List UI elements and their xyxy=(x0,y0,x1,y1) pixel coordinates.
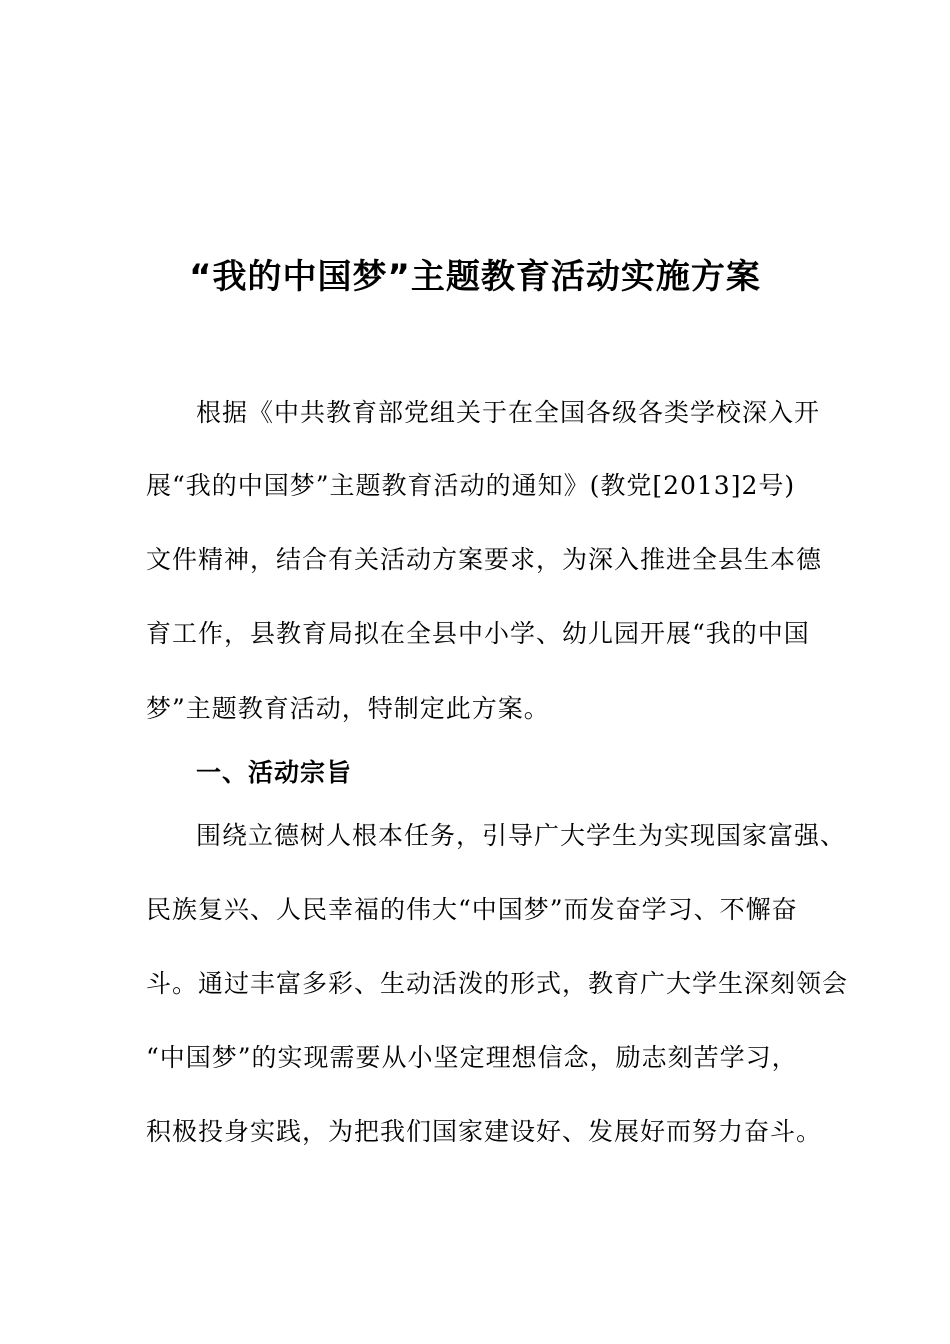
purpose-line-1: 围绕立德树人根本任务，引导广大学生为实现国家富强、 xyxy=(196,821,847,850)
section-heading-purpose: 一、活动宗旨 xyxy=(196,758,353,787)
purpose-line-5: 积极投身实践，为把我们国家建设好、发展好而努力奋斗。 xyxy=(146,1117,823,1146)
purpose-line-2: 民族复兴、人民幸福的伟大“中国梦”而发奋学习、不懈奋 xyxy=(146,895,798,924)
intro-line-2: 展“我的中国梦”主题教育活动的通知》(教党[2013]2号) xyxy=(146,471,796,500)
intro-line-3: 文件精神，结合有关活动方案要求，为深入推进全县生本德 xyxy=(146,545,823,574)
intro-line-5: 梦”主题教育活动，特制定此方案。 xyxy=(146,694,550,723)
intro-line-1: 根据《中共教育部党组关于在全国各级各类学校深入开 xyxy=(196,398,821,427)
intro-line-4: 育工作，县教育局拟在全县中小学、幼儿园开展“我的中国 xyxy=(146,619,810,648)
document-title: “我的中国梦”主题教育活动实施方案 xyxy=(189,257,761,297)
purpose-line-3: 斗。通过丰富多彩、生动活泼的形式，教育广大学生深刻领会 xyxy=(146,969,849,998)
purpose-line-4: “中国梦”的实现需要从小坚定理想信念，励志刻苦学习， xyxy=(146,1043,798,1072)
